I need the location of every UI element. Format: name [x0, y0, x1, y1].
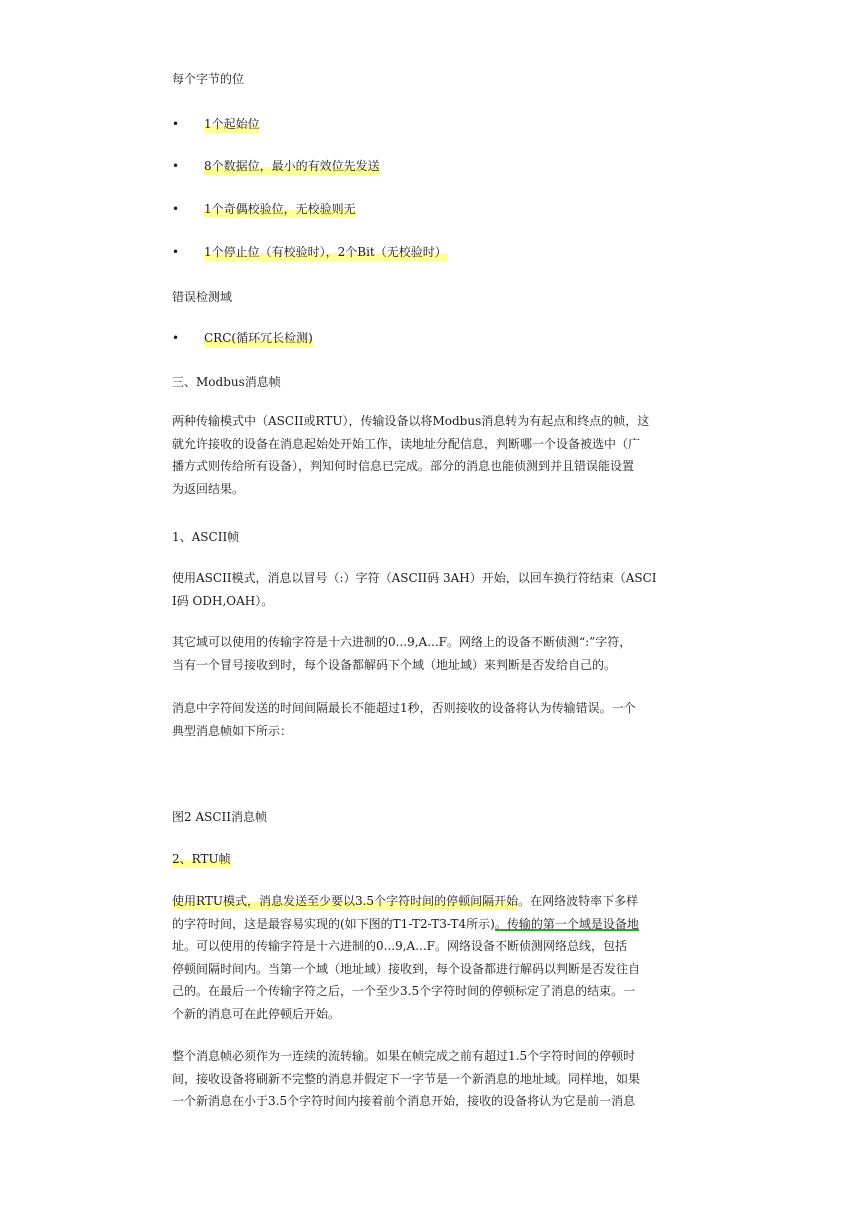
paragraph-line: 就允许接收的设备在消息起始处开始工作，读地址分配信息，判断哪一个设备被选中（广	[172, 436, 641, 451]
subsection-heading	[172, 852, 231, 866]
bullet-icon: •	[172, 202, 180, 216]
bullet-icon: •	[172, 159, 180, 173]
error-check-heading: 错误检测域	[172, 290, 233, 304]
paragraph-line: 消息中字符间发送的时间间隔最长不能超过1秒，否则接收的设备将认为传输错误。一个	[172, 701, 636, 715]
section-heading: 三、Modbus消息帧	[172, 375, 281, 389]
paragraph-line: 两种传输模式中（ASCII或RTU），传输设备以将Modbus消息转为有起点和终点的帧，这	[172, 414, 650, 428]
paragraph-line: I码 ODH,OAH）。	[172, 593, 274, 608]
highlighted-text: 使用RTU模式，	[172, 894, 259, 908]
paragraph-line: 址。可以使用的传输字符是十六进制的0...9,A...F。网络设备不断侦测网络总线，包括	[172, 939, 627, 953]
paragraph	[172, 410, 688, 500]
paragraph-line: 己的。在最后一个传输字符之后，一个至少3.5个字符时间的停顿标定了消息的结束。一	[172, 984, 636, 998]
paragraph	[172, 631, 688, 676]
figure-caption: 图2 ASCII消息帧	[172, 810, 267, 824]
paragraph-line: 使用ASCII模式，消息以冒号（:）字符（ASCII码 3AH）开始，以回车换行符结束（ASCI	[172, 571, 657, 585]
paragraph-line	[172, 913, 688, 936]
bits-heading: 每个字节的位	[172, 72, 245, 86]
paragraph-line: 间，接收设备将刷新不完整的消息并假定下一字节是一个新消息的地址域。同样地，如果	[172, 1071, 641, 1086]
paragraph-line: 整个消息帧必须作为一连续的流转输。如果在帧完成之前有超过1.5个字符时间的停顿时	[172, 1049, 636, 1063]
underlined-text: 。传输的第一个域是设备地	[494, 916, 639, 931]
paragraph-line: 播方式则传给所有设备），判知何时信息已完成。部分的消息也能侦测到并且错误能设置	[172, 459, 635, 473]
bullet-icon: •	[172, 117, 180, 131]
highlighted-text: 个字符时间的停顿间隔开始	[374, 894, 519, 908]
rtu-heading-text: 2、RTU帧	[172, 852, 231, 866]
bullet-text: 1个奇偶校验位，无校验则无	[204, 202, 356, 216]
bullet-icon: •	[172, 331, 180, 345]
bullet-icon: •	[172, 245, 180, 259]
paragraph	[172, 1045, 688, 1113]
paragraph-line: 停顿间隔时间内。当第一个域（地址域）接收到，每个设备都进行解码以判断是否发往自	[172, 961, 641, 976]
paragraph-line: 一个新消息在小于3.5个字符时间内接着前个消息开始，接收的设备将认为它是前一消息	[172, 1094, 636, 1108]
plain-text: 的字符时间，这是最容易实现的(如下图的T1-T2-T3-T4所示)	[172, 916, 495, 931]
paragraph-line: 典型消息帧如下所示：	[172, 723, 293, 738]
plain-text: 。在网络波特率下多样	[518, 894, 639, 908]
bullet-text: 1个停止位（有校验时），2个Bit（无校验时）	[204, 245, 447, 259]
paragraph	[172, 890, 688, 1025]
bullet-text: 1个起始位	[204, 117, 260, 131]
paragraph-line: 为返回结果。	[172, 481, 245, 496]
bullet-text: 8个数据位，最小的有效位先发送	[204, 159, 380, 173]
highlighted-text: 消息发送至少要以	[258, 894, 355, 908]
highlighted-text: 3.5	[354, 894, 375, 908]
paragraph	[172, 567, 688, 612]
subsection-heading: 1、ASCII帧	[172, 530, 240, 544]
paragraph-line: 个新的消息可在此停顿后开始。	[172, 1006, 341, 1021]
paragraph-line	[172, 890, 688, 913]
paragraph-line: 其它域可以使用的传输字符是十六进制的0...9,A...F。网络上的设备不断侦测“:”字符，	[172, 635, 632, 649]
paragraph-line: 当有一个冒号接收到时，每个设备都解码下个域（地址域）来判断是否发给自己的。	[172, 657, 617, 672]
bullet-text: CRC(循环冗长检测)	[204, 331, 313, 345]
paragraph	[172, 697, 688, 742]
